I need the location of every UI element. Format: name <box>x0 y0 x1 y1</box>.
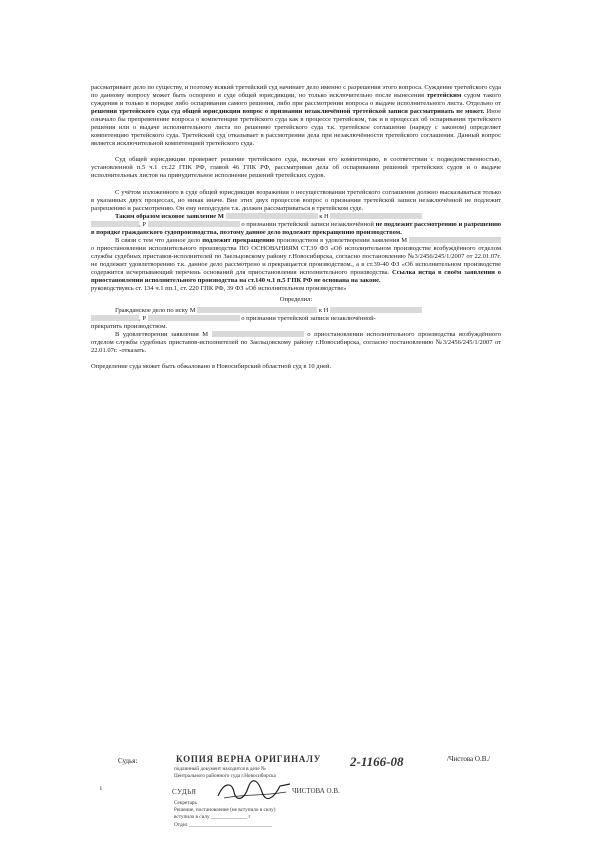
paragraph-suspension: В связи с тем что данное дело подлежит прекращению производством в удовлетворении заявления М о приостановлении исполнительного производства ПО ОСНОВАНИЯМ СТ.39 ФЗ «Об исполнительном производстве возбуждённого отделом службы судебных приставов-исполнителей по Заельцовскому району г.Новосибирска, согласно постановлению №3/2456/245/1/2007 от 22.01.07г. не подлежит удовлетворению т.к. данное дело рассмотрено и прекращается производством., а в ст.39-40 ФЗ «Об исполнительном производстве содержится исчерпывающий перечень оснований для приостановления исполнительного производства. Ссылка истца в своём заявлении о приостановлении исполнительного производства на ст.140 ч.1 п.5 ГПК РФ не основана на законе. <box>91 236 502 285</box>
paragraph-legal-basis: руководствуясь ст. 134 ч.1 пп.1, ст. 220 ГПК РФ, 39 ФЗ «Об исполнительном производстве» <box>91 285 347 293</box>
stamp-line: подлинный документ находится в деле № <box>174 766 266 772</box>
handwritten-case-number: 2-1166-08 <box>350 754 404 769</box>
judge-label: Судья: <box>118 757 138 765</box>
ruling-item-refusal: В удовлетворении заявления М о приостановлении исполнительного производства возбуждённого отделом службы судебных приставов-исполнителей по Заельцовскому району г.Новосибирска, согласно постановлению №3/2456/245/1/2007 от 22.01.07г. -отказать. <box>91 331 501 355</box>
redaction <box>148 221 240 227</box>
certification-stamp <box>150 750 450 836</box>
stamp-judge-name: ЧИСТОВА О.В. <box>292 787 340 795</box>
ruling-heading: Определил: <box>279 296 313 304</box>
ruling-item-termination: Гражданское дело по иску М к Н , Р о признании третейской записи незаключённой- прекратить производством. <box>91 307 501 331</box>
redaction <box>330 307 422 313</box>
redaction <box>91 221 139 227</box>
stamp-line: Отдел ________________________________ <box>174 822 272 828</box>
judge-name: /Чистова О.В./ <box>447 755 491 763</box>
paragraph-objection: С учётом изложенного в суде общей юрисдикции возражения о несуществовании третейского соглашения должно высказываться только в указанных двух процессах, но никак иначе. Вне этих двух процессов вопрос о признании третейской записи незаключённой не подлежит разрешению и рассмотрению. Он ему неподсуден т.к. должен рассматриваться в третейском суде. <box>91 188 501 212</box>
paragraph-competence: рассматривает дело по существу, и поэтому всякий третейский суд начинает дело именно с разрешения этого вопроса. Суждение третейского суда по данному вопросу может быть оспорено в суде общей юрисдикции, но только исключительно после вынесения третейским судом такого суждения и только в порядке либо оспаривания самого решения, либо при рассмотрении вопроса о выдаче исполнительного листа. Отдельно от решения третейского суда суд общей юрисдикции вопрос о признании незаключённой третейской записи рассматривать не может. Иное означало бы препревенение вопроса о компетенции третейского суда как в процессе третейском, так и в процессах об оспаривании третейского решения или о выдаче исполнительного листа по решению третейского суда т.к. третейское соглашение (наряду с законом) определяет компетенцию третейского суда. Третейский суд отказывает в рассмотрении дела при незаключённости третейского соглашения. Данный вопрос является исключительной компетенцией третейского суда. <box>91 84 501 148</box>
stamp-judge: СУДЬЯ <box>172 788 197 796</box>
signature-icon <box>214 778 294 802</box>
paragraph-jurisdiction: Суд общей юрисдикции проверяет решение третейского суда, включая его компетенцию, в соответствии с подведомственностью, установленной п.5 ч.1 ст.22 ГПК РФ, главой 46 ГПК РФ, рассматривая дела об оспаривании решений третейских судов и о выдаче исполнительных листов на принудительное исполнение решений третейских судов. <box>91 156 501 180</box>
stamp-line: вступило в силу ______________ г <box>174 814 251 820</box>
redaction <box>148 315 240 321</box>
stamp-line: Секретарь <box>174 800 197 806</box>
stamp-line: Центрального районного суда г.Новосибирска <box>174 773 276 779</box>
redaction <box>91 315 139 321</box>
margin-mark: ι <box>100 784 102 792</box>
redaction <box>330 213 422 219</box>
paragraph-conclusion: Таким образом исковое заявление М к Н , Р о признании третейской записи незаключённой не подлежит рассмотрению и разрешению в порядке гражданского судопроизводства, поэтому данное дело подлежит прекращению производством. <box>91 212 501 236</box>
stamp-title: КОПИЯ ВЕРНА ОРИГИНАЛУ <box>176 754 322 764</box>
document-body <box>91 84 501 372</box>
redaction <box>226 213 318 219</box>
appeal-notice: Определение суда может быть обжаловано в Новосибирский областной суд в 10 дней. <box>91 363 332 371</box>
stamp-line: Решение, постановление (не вступило в силу) <box>174 807 276 813</box>
redaction <box>212 331 304 337</box>
redaction <box>197 307 317 313</box>
redaction <box>409 237 501 243</box>
